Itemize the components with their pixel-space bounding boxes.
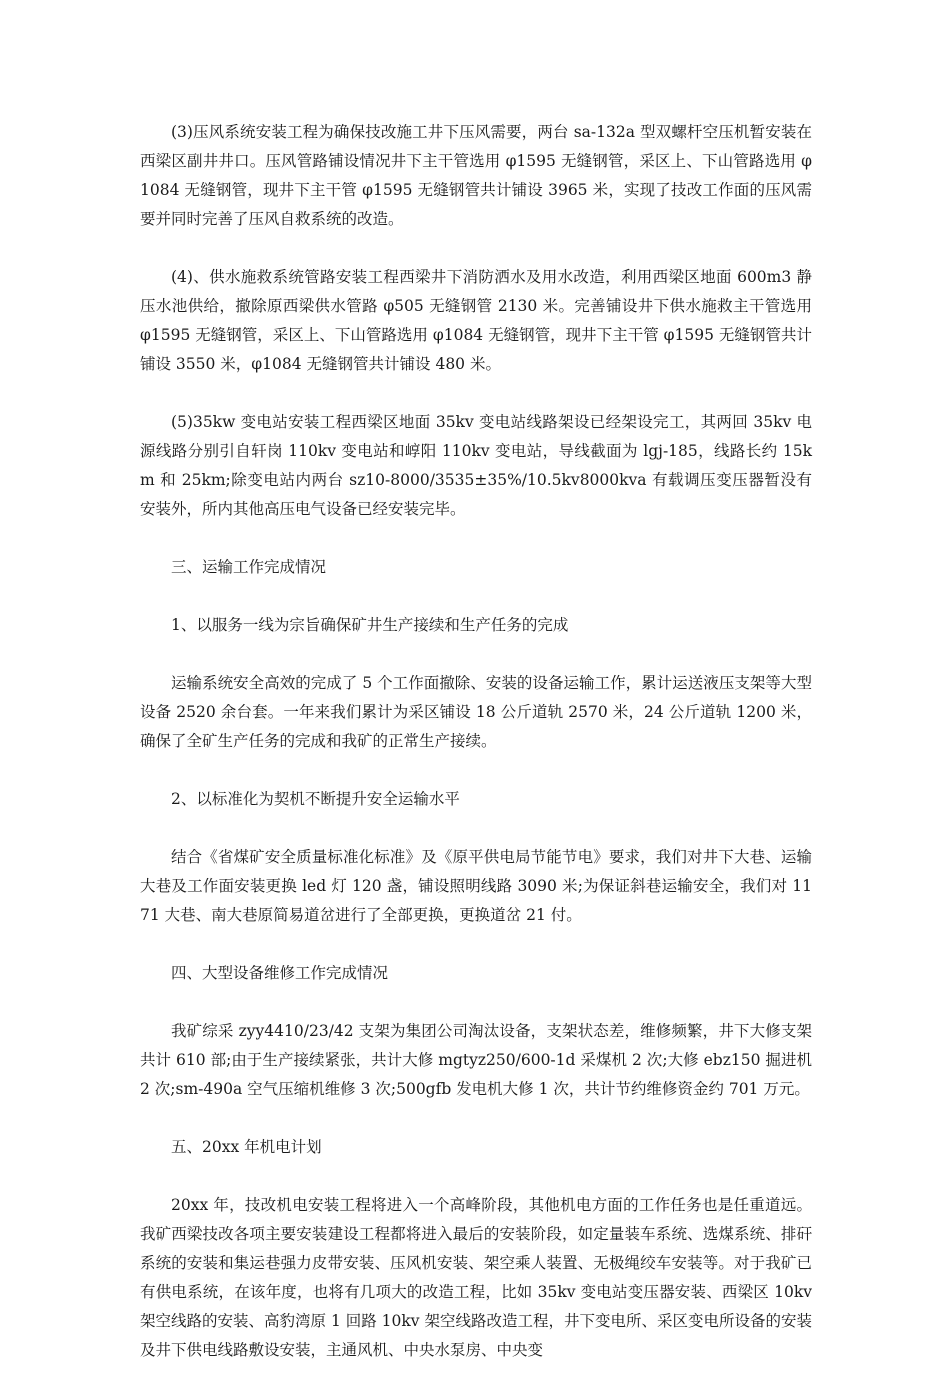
- subheading-standardization: 2、以标准化为契机不断提升安全运输水平: [171, 790, 460, 808]
- paragraph-water-supply-system: (4)、供水施救系统管路安装工程西梁井下消防洒水及用水改造，利用西梁区地面 600m3 静压水池供给，撤除原西梁供水管路 φ505 无缝钢管 2130 米。完善铺设井下供水施救主干管选用 φ1595 无缝钢管，采区上、下山管路选用 φ1084 无缝钢管，现井下主干管 φ1595 无缝钢管共计铺设 3550 米，φ1084 无缝钢管共计铺设 480 米。: [140, 268, 812, 373]
- paragraph-35kv-substation: (5)35kw 变电站安装工程西梁区地面 35kv 变电站线路架设已经架设完工，其两回 35kv 电源线路分别引自轩岗 110kv 变电站和崞阳 110kv 变电站，导线截面为 lgj-185，线路长约 15km 和 25km;除变电站内两台 sz10-8000/3535±35%/10.5kv8000kva 有载调压变压器暂没有安装外，所内其他高压电气设备已经安装完毕。: [140, 413, 812, 518]
- paragraph-standardization-results: 结合《省煤矿安全质量标准化标准》及《原平供电局节能节电》要求，我们对井下大巷、运输大巷及工作面安装更换 led 灯 120 盏，铺设照明线路 3090 米;为保证斜巷运输安全，我们对 1171 大巷、南大巷原简易道岔进行了全部更换，更换道岔 21 付。: [140, 848, 812, 924]
- paragraph-equipment-repair: 我矿综采 zyy4410/23/42 支架为集团公司淘汰设备，支架状态差，维修频繁，井下大修支架共计 610 部;由于生产接续紧张，共计大修 mgtyz250/600-1d 采煤机 2 次;大修 ebz150 掘进机 2 次;sm-490a 空气压缩机维修 3 次;500gfb 发电机大修 1 次，共计节约维修资金约 701 万元。: [140, 1022, 812, 1098]
- section-heading-equipment-repair: 四、大型设备维修工作完成情况: [171, 964, 389, 982]
- document-page: [140, 118, 812, 1394]
- section-heading-transport: 三、运输工作完成情况: [171, 558, 327, 576]
- paragraph-transport-results: 运输系统安全高效的完成了 5 个工作面撤除、安装的设备运输工作，累计运送液压支架等大型设备 2520 余台套。一年来我们累计为采区铺设 18 公斤道轨 2570 米，24 公斤道轨 1200 米，确保了全矿生产任务的完成和我矿的正常生产接续。: [140, 674, 812, 750]
- section-heading-plan: 五、20xx 年机电计划: [171, 1138, 322, 1156]
- subheading-production-continuity: 1、以服务一线为宗旨确保矿井生产接续和生产任务的完成: [171, 616, 569, 634]
- paragraph-plan: 20xx 年，技改机电安装工程将进入一个高峰阶段，其他机电方面的工作任务也是任重道远。我矿西梁技改各项主要安装建设工程都将进入最后的安装阶段，如定量装车系统、选煤系统、排矸系统的安装和集运巷强力皮带安装、压风机安装、架空乘人装置、无极绳绞车安装等。对于我矿已有供电系统，在该年度，也将有几项大的改造工程，比如 35kv 变电站变压器安装、西梁区 10kv 架空线路的安装、高豹湾原 1 回路 10kv 架空线路改造工程，井下变电所、采区变电所设备的安装及井下供电线路敷设安装，主通风机、中央水泵房、中央变: [140, 1196, 812, 1359]
- paragraph-compressed-air-system: (3)压风系统安装工程为确保技改施工井下压风需要，两台 sa-132a 型双螺杆空压机暂安装在西梁区副井井口。压风管路铺设情况井下主干管选用 φ1595 无缝钢管，采区上、下山管路选用 φ1084 无缝钢管，现井下主干管 φ1595 无缝钢管共计铺设 3965 米，实现了技改工作面的压风需要并同时完善了压风自救系统的改造。: [140, 123, 812, 228]
